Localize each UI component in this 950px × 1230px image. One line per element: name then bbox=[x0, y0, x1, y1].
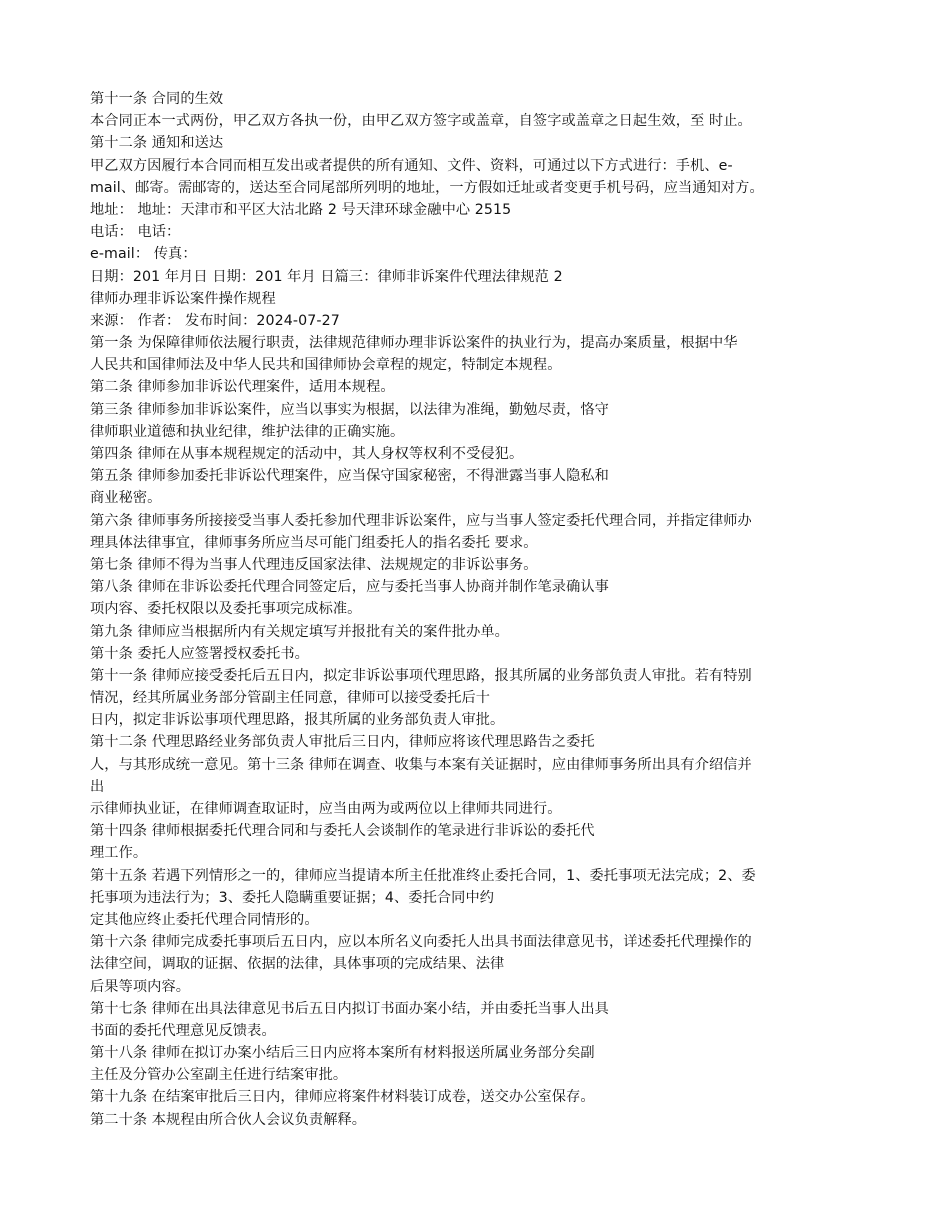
text-line: 第十条 委托人应签署授权委托书。 bbox=[90, 645, 309, 662]
text-line: 第四条 律师在从事本规程规定的活动中，其人身权等权利不受侵犯。 bbox=[90, 446, 524, 462]
text-line: 第九条 律师应当根据所内有关规定填写并报批有关的案件批办单。 bbox=[90, 623, 509, 640]
text-line: 电话： 电话： bbox=[90, 224, 181, 241]
text-line: 律师办理非诉讼案件操作规程 bbox=[90, 290, 276, 307]
text-line: 第七条 律师不得为当事人代理违反国家法律、法规规定的非诉讼事务。 bbox=[90, 556, 538, 573]
text-line: 第十九条 在结案审批后三日内，律师应将案件材料装订成卷，送交办公室保存。 bbox=[90, 1089, 595, 1106]
text-line: 人，与其形成统一意见。第十三条 律师在调查、收集与本案有关证据时，应由律师事务所出具有介绍信并 bbox=[90, 756, 752, 773]
text-line: 第五条 律师参加委托非诉讼代理案件，应当保守国家秘密，不得泄露当事人隐私和 bbox=[90, 468, 609, 485]
text-line: 第八条 律师在非诉讼委托代理合同签定后，应与委托当事人协商并制作笔录确认事 bbox=[90, 579, 609, 596]
text-line: 人民共和国律师法及中华人民共和国律师协会章程的规定，特制定本规程。 bbox=[90, 357, 562, 374]
text-line: 项内容、委托权限以及委托事项完成标准。 bbox=[90, 601, 362, 618]
text-line: 日期：201 年月日 日期：201 年月 日篇三：律师非诉案件代理法律规范 2 bbox=[90, 268, 563, 285]
text-line: 第三条 律师参加非诉讼案件，应当以事实为根据，以法律为准绳，勤勉尽责，恪守 bbox=[90, 401, 609, 418]
text-line: 第一条 为保障律师依法履行职责，法律规范律师办理非诉讼案件的执业行为，提高办案质量，根据中华 bbox=[90, 335, 738, 352]
text-line: 出 bbox=[90, 778, 105, 795]
text-line: 第十五条 若遇下列情形之一的，律师应当提请本所主任批准终止委托合同，1、委托事项无法完成；2、委 bbox=[90, 867, 756, 884]
text-line: 主任及分管办公室副主任进行结案审批。 bbox=[90, 1067, 348, 1084]
text-line: 本合同正本一式两份，甲乙双方各执一份，由甲乙双方签字或盖章，自签字或盖章之日起生效，至 时止。 bbox=[90, 113, 752, 130]
text-line: e-mail： 传真： bbox=[90, 246, 197, 263]
text-line: 商业秘密。 bbox=[90, 490, 162, 507]
text-line: 第十七条 律师在出具法律意见书后五日内拟订书面办案小结，并由委托当事人出具 bbox=[90, 1000, 609, 1017]
text-line: 第十二条 代理思路经业务部负责人审批后三日内，律师应将该代理思路告之委托 bbox=[90, 734, 595, 751]
text-line: 示律师执业证，在律师调查取证时，应当由两为或两位以上律师共同进行。 bbox=[90, 801, 562, 817]
text-line: 第十一条 律师应接受委托后五日内，拟定非诉讼事项代理思路，报其所属的业务部负责人审批。若有特别 bbox=[90, 667, 752, 684]
text-line: 第十四条 律师根据委托代理合同和与委托人会谈制作的笔录进行非诉讼的委托代 bbox=[90, 823, 595, 840]
text-line: 来源： 作者： 发布时间：2024-07-27 bbox=[90, 312, 340, 329]
text-line: 第二条 律师参加非诉讼代理案件，适用本规程。 bbox=[90, 379, 395, 396]
text-line: 书面的委托代理意见反馈表。 bbox=[90, 1022, 276, 1039]
text-line: 法律空间，调取的证据、依据的法律，具体事项的完成结果、法律 bbox=[90, 956, 505, 973]
text-line: 律师职业道德和执业纪律，维护法律的正确实施。 bbox=[90, 423, 405, 440]
text-line: 甲乙双方因履行本合同而相互发出或者提供的所有通知、文件、资料，可通过以下方式进行：手机、e- bbox=[90, 157, 733, 174]
text-line: 第二十条 本规程由所合伙人会议负责解释。 bbox=[90, 1111, 367, 1128]
text-line: 第六条 律师事务所接接受当事人委托参加代理非诉讼案件，应与当事人签定委托代理合同，并指定律师办 bbox=[90, 512, 752, 529]
text-line: mail、邮寄。需邮寄的，送达至合同尾部所列明的地址，一方假如迁址或者变更手机号码，应当通知对方。 bbox=[90, 179, 764, 196]
text-line: 定其他应终止委托代理合同情形的。 bbox=[90, 911, 319, 928]
text-line: 地址： 地址：天津市和平区大沽北路 2 号天津环球金融中心 2515 bbox=[90, 201, 512, 218]
text-line: 第十二条 通知和送达 bbox=[90, 135, 224, 152]
text-line: 日内，拟定非诉讼事项代理思路，报其所属的业务部负责人审批。 bbox=[90, 712, 505, 729]
text-line: 理具体法律事宜，律师事务所应当尽可能门组委托人的指名委托 要求。 bbox=[90, 534, 538, 551]
text-line: 第十一条 合同的生效 bbox=[90, 91, 224, 107]
text-line: 后果等项内容。 bbox=[90, 978, 191, 995]
text-line: 第十八条 律师在拟订办案小结后三日内应将本案所有材料报送所属业务部分矣副 bbox=[90, 1045, 595, 1062]
text-line: 情况，经其所属业务部分管副主任同意，律师可以接受委托后十 bbox=[90, 690, 491, 707]
text-line: 第十六条 律师完成委托事项后五日内，应以本所名义向委托人出具书面法律意见书，详述委托代理操作的 bbox=[90, 934, 752, 951]
text-line: 托事项为违法行为；3、委托人隐瞒重要证据；4、委托合同中约 bbox=[90, 889, 495, 906]
text-line: 理工作。 bbox=[90, 845, 148, 862]
